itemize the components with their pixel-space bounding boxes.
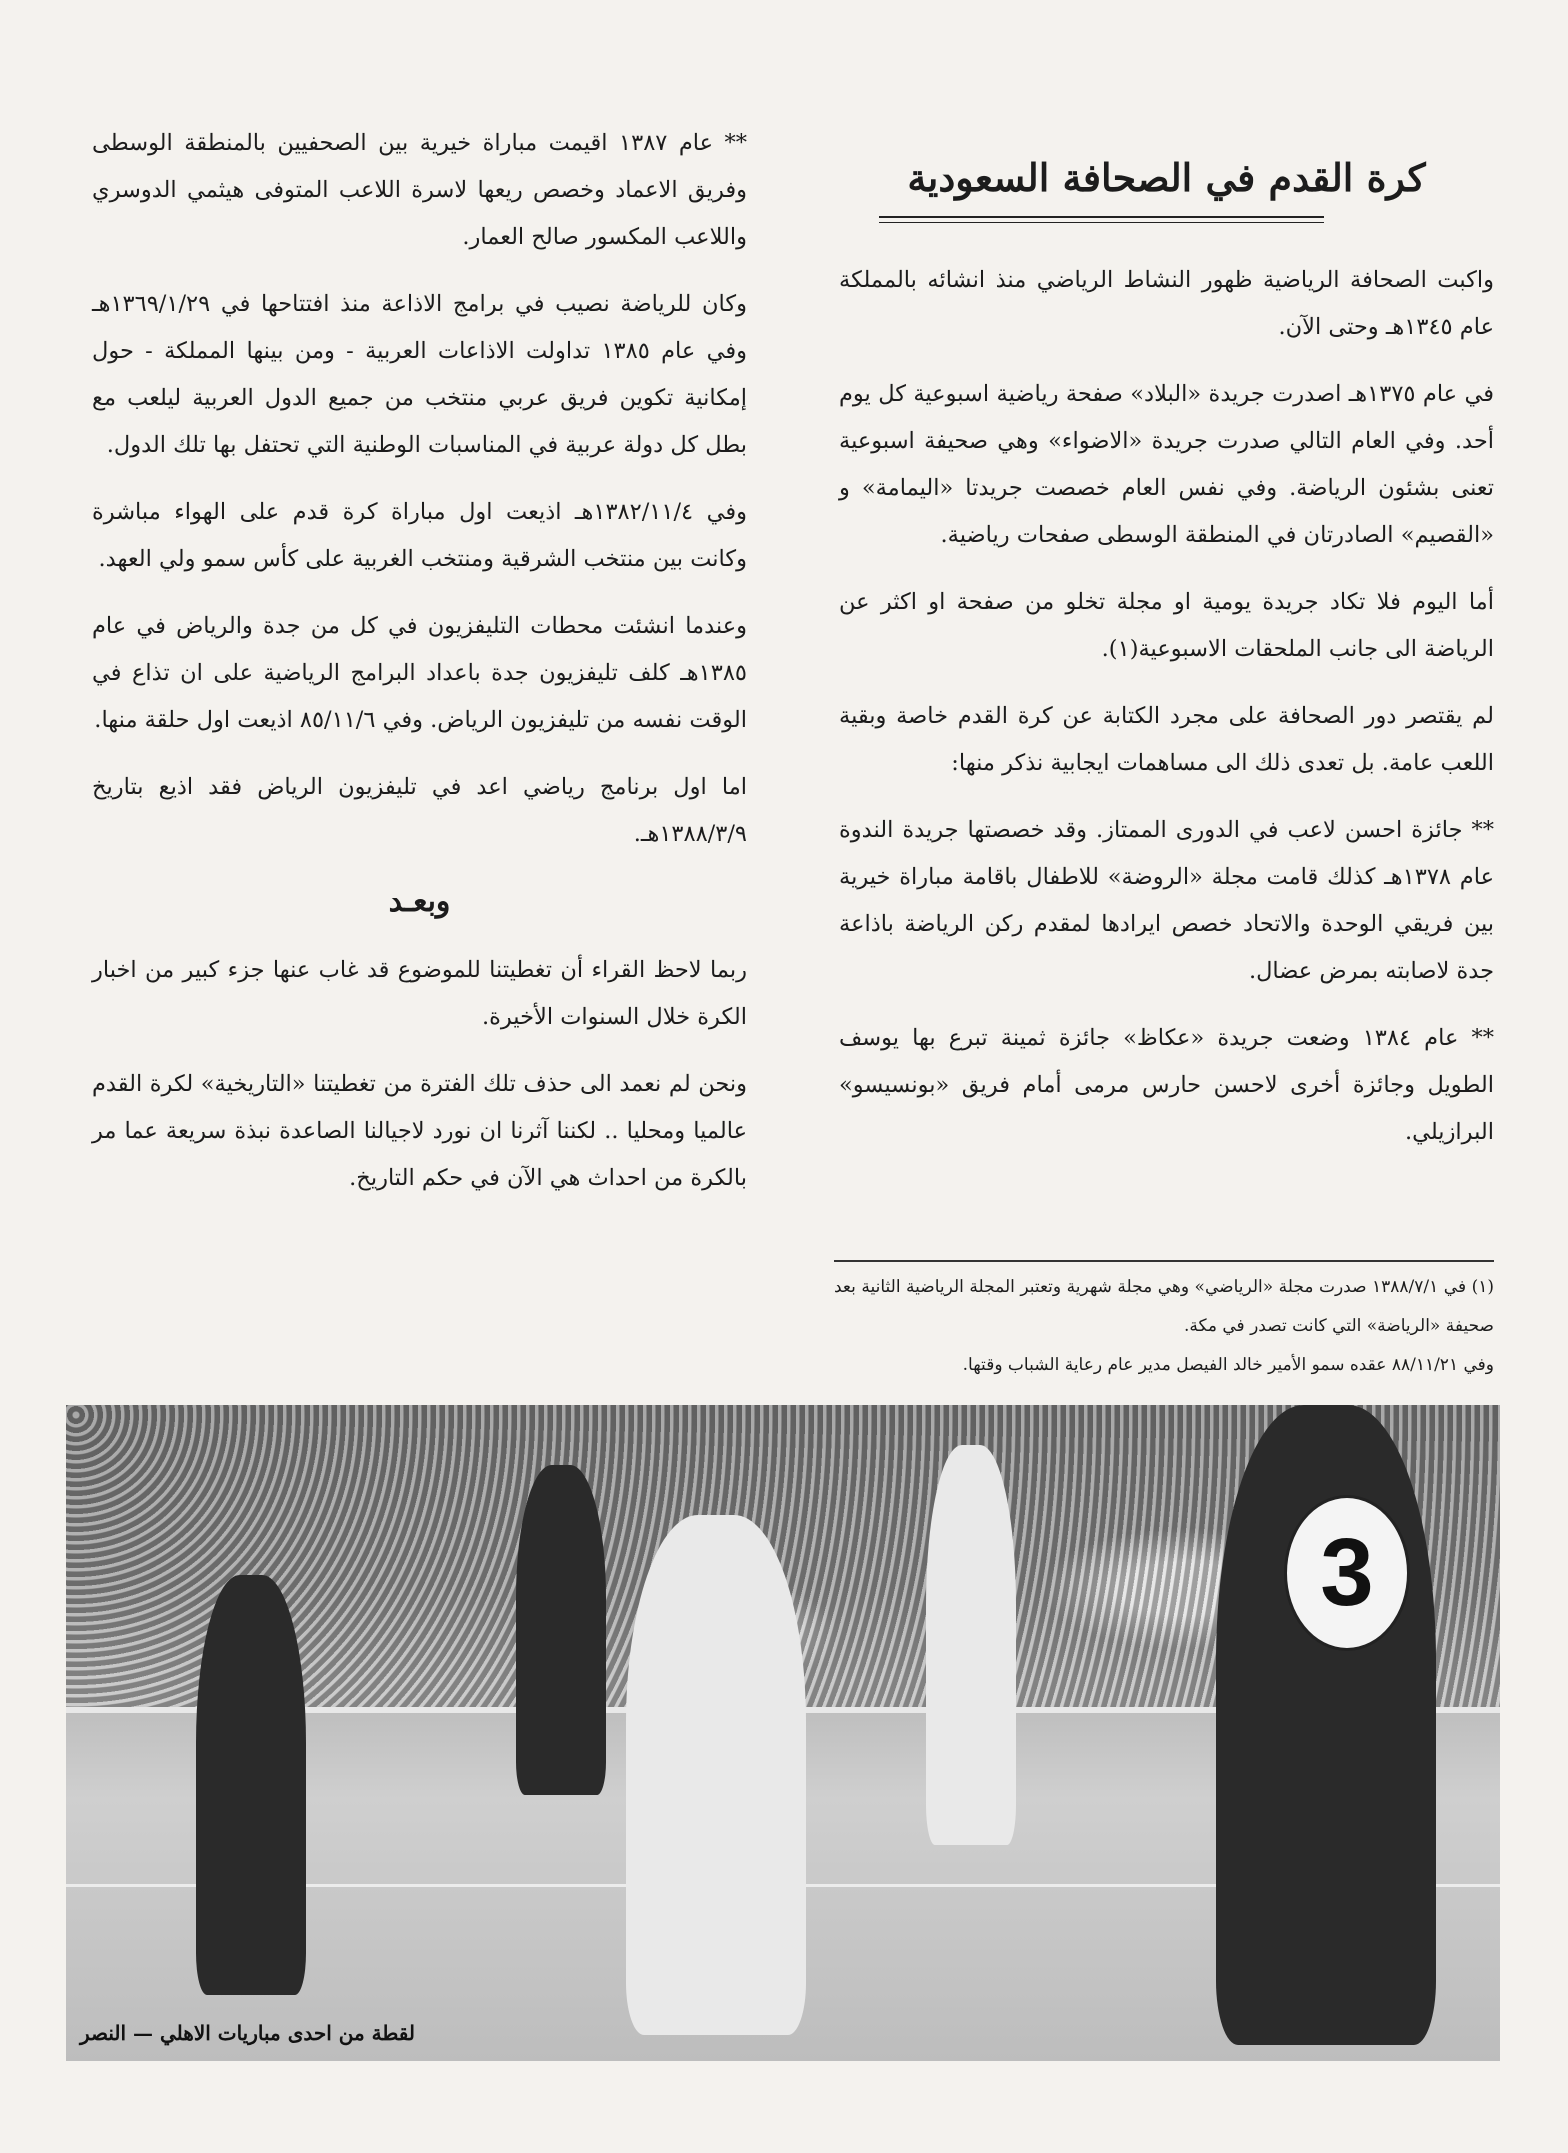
- paragraph: واكبت الصحافة الرياضية ظهور النشاط الرياضي منذ انشائه بالمملكة عام ١٣٤٥هـ وحتى الآن.: [839, 267, 1494, 340]
- paragraph: وعندما انشئت محطات التليفزيون في كل من جدة والرياض في عام ١٣٨٥هـ كلف تليفزيون جدة باعداد البرامج الرياضية على ان تذاع في الوقت نفسه من تليفزيون الرياض. وفي ٨٥/١١/٦ اذيعت اول حلقة منها.: [92, 613, 747, 733]
- match-photo: [66, 1405, 1500, 2061]
- player-figure: [926, 1445, 1016, 1845]
- left-column: [92, 120, 747, 1222]
- player-figure: [196, 1575, 306, 1995]
- shirt-number: 3: [1284, 1495, 1410, 1651]
- paragraph: أما اليوم فلا تكاد جريدة يومية او مجلة تخلو من صفحة او اكثر عن الرياضة الى جانب الملحقات الاسبوعية(١).: [839, 589, 1494, 662]
- paragraph: لم يقتصر دور الصحافة على مجرد الكتابة عن كرة القدم خاصة وبقية اللعب عامة. بل تعدى ذلك الى مساهمات ايجابية نذكر منها:: [839, 703, 1494, 776]
- paragraph: وكان للرياضة نصيب في برامج الاذاعة منذ افتتاحها في ١٣٦٩/١/٢٩هـ وفي عام ١٣٨٥ تداولت الاذاعات العربية - ومن بينها المملكة - حول إمكانية تكوين فريق عربي منتخب من جميع الدول العربية ليلعب مع بطل كل دولة عربية في المناسبات الوطنية التي تحتفل بها تلك الدول.: [92, 291, 747, 458]
- right-column: [839, 118, 1494, 1176]
- paragraph: ** جائزة احسن لاعب في الدورى الممتاز. وقد خصصتها جريدة الندوة عام ١٣٧٨هـ كذلك قامت مجلة «الروضة» للاطفال باقامة مباراة خيرية بين فريقي الوحدة والاتحاد خصص ايرادها لمقدم ركن الرياضة باذاعة جدة لاصابته بمرض عضال.: [839, 817, 1494, 984]
- paragraph: وفي ١٣٨٢/١١/٤هـ اذيعت اول مباراة كرة قدم على الهواء مباشرة وكانت بين منتخب الشرقية ومنتخب الغربية على كأس سمو ولي العهد.: [92, 499, 747, 572]
- player-figure: [516, 1465, 606, 1795]
- article-title: كرة القدم في الصحافة السعودية: [907, 155, 1426, 200]
- title-rule: [879, 216, 1324, 223]
- section-subheading: وبعـد: [388, 884, 451, 919]
- footnote: (١) في ١٣٨٨/٧/١ صدرت مجلة «الرياضي» وهي مجلة شهرية وتعتبر المجلة الرياضية الثانية بعد صحيفة «الرياضة» التي كانت تصدر في مكة.: [834, 1277, 1494, 1336]
- paragraph: ** عام ١٣٨٧ اقيمت مباراة خيرية بين الصحفيين بالمنطقة الوسطى وفريق الاعماد وخصص ريعها لاسرة اللاعب المتوفى هيثمي الدوسري واللاعب المكسور صالح العمار.: [92, 130, 748, 250]
- paragraph: في عام ١٣٧٥هـ اصدرت جريدة «البلاد» صفحة رياضية اسبوعية كل يوم أحد. وفي العام التالي صدرت جريدة «الاضواء» وهي صحيفة اسبوعية تعنى بشئون الرياضة. وفي نفس العام خصصت جريدتا «اليمامة» و «القصيم» الصادرتان في المنطقة الوسطى صفحات رياضية.: [839, 381, 1494, 548]
- paragraph: ربما لاحظ القراء أن تغطيتنا للموضوع قد غاب عنها جزء كبير من اخبار الكرة خلال السنوات الأخيرة.: [92, 957, 747, 1030]
- footnote: وفي ٨٨/١١/٢١ عقده سمو الأمير خالد الفيصل مدير عام رعاية الشباب وقتها.: [962, 1355, 1494, 1375]
- paragraph: ** عام ١٣٨٤ وضعت جريدة «عكاظ» جائزة ثمينة تبرع بها يوسف الطويل وجائزة أخرى لاحسن حارس مرمى أمام فريق «بونسيسو» البرازيلي.: [839, 1025, 1495, 1145]
- paragraph: ونحن لم نعمد الى حذف تلك الفترة من تغطيتنا «التاريخية» لكرة القدم عالميا ومحليا .. لكننا آثرنا ان نورد لاجيالنا الصاعدة نبذة سريعة عما مر بالكرة من احداث هي الآن في حكم التاريخ.: [92, 1071, 747, 1191]
- paragraph: اما اول برنامج رياضي اعد في تليفزيون الرياض فقد اذيع بتاريخ ١٣٨٨/٣/٩هـ.: [92, 774, 747, 847]
- footnotes: [834, 1268, 1494, 1385]
- photo-caption: لقطة من احدى مباريات الاهلي — النصر: [80, 2021, 415, 2045]
- player-figure: [626, 1515, 806, 2035]
- footnote-rule: [834, 1260, 1494, 1262]
